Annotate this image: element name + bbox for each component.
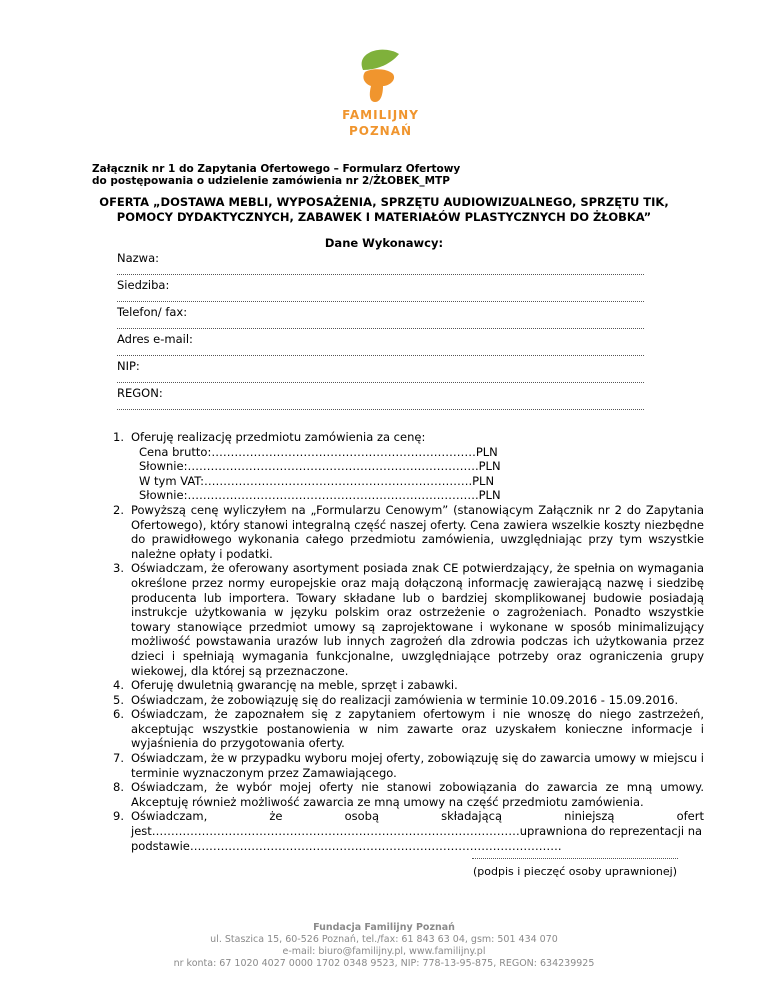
- list-item: [92, 561, 704, 678]
- item-number: 4.: [113, 678, 124, 693]
- list-item: [92, 809, 704, 838]
- item-number: 1.: [113, 430, 124, 444]
- footer-org: Fundacja Familijny Poznań: [313, 922, 455, 933]
- signature-block: [472, 852, 678, 878]
- item-number: 3.: [113, 561, 124, 576]
- field-label: Telefon/ fax:: [117, 305, 188, 319]
- logo: [333, 42, 428, 150]
- list-item: [92, 430, 704, 445]
- field-nazwa: [117, 250, 644, 275]
- price-line: Cena brutto:……………………………………………………………PLN: [139, 444, 498, 459]
- list-item: [92, 693, 704, 708]
- field-nip: [117, 358, 644, 383]
- field-label: Nazwa:: [117, 251, 160, 265]
- declarations-list: [92, 430, 704, 853]
- item-text: Powyższą cenę wyliczyłem na „Formularzu Cenowym” (stanowiącym Załącznik nr 2 do Zapytania Ofertowego), który stanowi integralną część naszej oferty. Cena zawiera wszelkie koszty niezbędne do prawidłowego wykonania całego przedmiotu zamówienia, uwzględniając przy tym wszystkie należne opłaty i podatki.: [131, 502, 704, 561]
- attachment-line1: Załącznik nr 1 do Zapytania Ofertowego – Formularz Ofertowy: [92, 163, 461, 175]
- field-siedziba: [117, 277, 644, 302]
- fill-in-line[interactable]: [117, 401, 644, 410]
- list-item: [92, 503, 704, 561]
- fill-in-line[interactable]: [117, 266, 644, 275]
- signature-line[interactable]: [472, 852, 678, 859]
- logo-icon: [333, 42, 428, 112]
- signature-caption: (podpis i pieczęć osoby uprawnionej): [473, 865, 677, 878]
- field-telefon: [117, 304, 644, 329]
- field-label: Adres e-mail:: [117, 332, 193, 346]
- item-text: podstawie…………………………………………………………………………………….: [131, 838, 562, 853]
- field-regon: [117, 385, 644, 410]
- item-number: 2.: [113, 502, 124, 517]
- document-title: OFERTA „DOSTAWA MEBLI, WYPOSAŻENIA, SPRZĘTU AUDIOWIZUALNEGO, SPRZĘTU TIK, POMOCY DYDAKTYCZNYCH, ZABAWEK I MATERIAŁÓW PLASTYCZNYCH DO ŻŁOBKA”: [99, 195, 669, 224]
- item-text: Oferuję realizację przedmiotu zamówienia za cenę:: [131, 430, 426, 444]
- attachment-line2: do postępowania o udzielenie zamówienia nr 2/ŻŁOBEK_MTP: [92, 175, 450, 187]
- fill-in-line[interactable]: [117, 374, 644, 383]
- fill-in-line[interactable]: [117, 347, 644, 356]
- item-number: 7.: [113, 751, 124, 766]
- item-text: Oświadczam, że oferowany asortyment posiada znak CE potwierdzający, że spełnia on wymagania określone przez normy europejskie oraz mają dołączoną informację zawierającą nazwę i siedzibę producenta lub importera. Towary składane lub o bardziej skomplikowanej budowie posiadają instrukcje użytkowania w języku polskim oraz ostrzeżenie o zagrożeniach. Ponadto wszystkie towary stanowiące przedmiot umowy są zaprojektowane i wykonane w sposób minimalizujący możliwość powstawania urazów lub innych zagrożeń dla zdrowia podczas ich użytkowania przez dzieci i spełniają wymagania funkcjonalne, uwzględniające potrzeby oraz ograniczenia grupy wiekowej, dla której są przeznaczone.: [131, 561, 704, 678]
- item-text: Oświadczam, że wybór mojej oferty nie stanowi zobowiązania do zawarcia ze mną umowy. Akceptuję również możliwość zawarcia ze mną umowy na część przedmiotu zamówienia.: [131, 780, 704, 809]
- item-text: Oświadczam, że zapoznałem się z zapytaniem ofertowym i nie wnoszę do niego zastrzeżeń, akceptując wszystkie postanowienia w nim zawarte oraz uzyskałem konieczne informacje i wyjaśnienia do przygotowania oferty.: [131, 707, 704, 751]
- list-item: [92, 678, 704, 693]
- attachment-header: [92, 163, 460, 187]
- field-label: REGON:: [117, 386, 163, 400]
- field-label: Siedziba:: [117, 278, 170, 292]
- list-item: [92, 707, 704, 751]
- footer-contact: e-mail: biuro@familijny.pl, www.familijny.pl: [282, 946, 486, 957]
- list-item: [92, 751, 704, 780]
- price-line: W tym VAT:…………………………………………………………….PLN: [139, 473, 495, 488]
- logo-line1: FAMILIJNY: [342, 108, 419, 122]
- contractor-data-heading: Dane Wykonawcy:: [324, 236, 444, 250]
- footer: [0, 922, 768, 970]
- fill-in-line[interactable]: [117, 293, 644, 302]
- item-text: Oferuję dwuletnią gwarancję na meble, sprzęt i zabawki.: [131, 678, 458, 693]
- price-line: Słownie:………………………………………………………………….PLN: [139, 488, 501, 503]
- item-number: 5.: [113, 692, 124, 707]
- field-email: [117, 331, 644, 356]
- price-block: [92, 445, 704, 503]
- item-text: Oświadczam, że w przypadku wyboru mojej oferty, zobowiązuję się do zawarcia umowy w miejscu i terminie wyznaczonym przez Zamawiającego.: [131, 751, 704, 780]
- list-item: [92, 780, 704, 809]
- item-number: 6.: [113, 707, 124, 722]
- item-text: Oświadczam, że osobą składającą niniejszą ofert jest……………………………………………………………………………………uprawniona do reprezentacji na: [131, 809, 704, 839]
- fill-in-line[interactable]: [117, 320, 644, 329]
- item-text: Oświadczam, że zobowiązuję się do realizacji zamówienia w terminie 10.09.2016 - 15.09.2016.: [131, 692, 679, 707]
- logo-line2: POZNAŃ: [348, 124, 413, 138]
- footer-bank: nr konta: 67 1020 4027 0000 1702 0348 9523, NIP: 778-13-95-875, REGON: 634239925: [173, 958, 595, 969]
- item-number: 9.: [113, 809, 124, 824]
- item-number: 8.: [113, 780, 124, 795]
- price-line: Słownie:………………………………………………………………….PLN: [139, 459, 501, 474]
- field-label: NIP:: [117, 359, 140, 373]
- footer-address: ul. Staszica 15, 60-526 Poznań, tel./fax: 61 843 63 04, gsm: 501 434 070: [210, 934, 558, 945]
